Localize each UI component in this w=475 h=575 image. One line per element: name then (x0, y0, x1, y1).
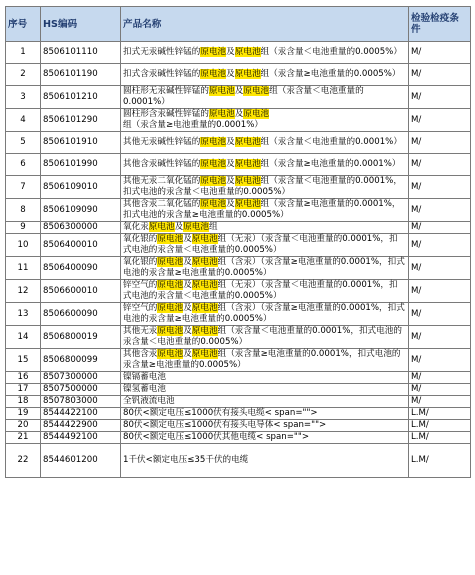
row-seq: 10 (6, 234, 41, 257)
row-seq: 22 (6, 444, 41, 478)
row-hs-code: 8506101910 (41, 132, 121, 154)
row-hs-code: 8544492100 (41, 432, 121, 444)
row-inspection-condition: M/ (409, 326, 471, 349)
header-inspection-condition: 检验检疫条件 (409, 7, 471, 42)
row-product-name: 80伏<额定电压≤1000伏有接头电缆< span=""> (121, 408, 409, 420)
row-product-name: 其他无汞碱性锌锰的原电池及原电池组（汞含量＜电池重量的0.0001%） (121, 132, 409, 154)
row-product-name: 锌空气的原电池及原电池组（含汞）（汞含量≥电池重量的0.0001%，扣式电池的汞含量≥电池重量的0.0005%） (121, 303, 409, 326)
highlighted-term: 原电池 (208, 86, 235, 96)
highlighted-term: 原电池 (234, 199, 261, 209)
row-inspection-condition: M/ (409, 384, 471, 396)
table-row (6, 109, 471, 132)
row-product-name: 其他无汞原电池及原电池组（汞含量＜电池重量的0.0001%，扣式电池的汞含量＜电池重量的0.0005%） (121, 326, 409, 349)
row-seq: 7 (6, 176, 41, 199)
row-hs-code: 8506800099 (41, 349, 121, 372)
row-inspection-condition: M/ (409, 132, 471, 154)
highlighted-term: 原电池 (191, 257, 218, 267)
row-hs-code: 8507500000 (41, 384, 121, 396)
row-product-name: 其他含汞碱性锌锰的原电池及原电池组（汞含量≥电池重量的0.0001%） (121, 154, 409, 176)
highlighted-term: 原电池 (200, 199, 227, 209)
highlighted-term: 原电池 (200, 159, 227, 169)
highlighted-term: 原电池 (157, 326, 184, 336)
row-hs-code: 8544601200 (41, 444, 121, 478)
row-hs-code: 8506800019 (41, 326, 121, 349)
highlighted-term: 原电池 (157, 349, 184, 359)
table-row (6, 154, 471, 176)
row-seq: 21 (6, 432, 41, 444)
highlighted-term: 原电池 (200, 176, 227, 186)
table-row (6, 408, 471, 420)
row-seq: 1 (6, 42, 41, 64)
row-seq: 5 (6, 132, 41, 154)
table-row (6, 420, 471, 432)
row-seq: 2 (6, 64, 41, 86)
table-row (6, 280, 471, 303)
row-hs-code: 8544422100 (41, 408, 121, 420)
row-inspection-condition: M/ (409, 176, 471, 199)
row-seq: 16 (6, 372, 41, 384)
row-inspection-condition: L.M/ (409, 444, 471, 478)
row-hs-code: 8507300000 (41, 372, 121, 384)
row-seq: 6 (6, 154, 41, 176)
highlighted-term: 原电池 (234, 47, 261, 57)
highlighted-term: 原电池 (148, 222, 175, 232)
highlighted-term: 原电池 (200, 137, 227, 147)
row-hs-code: 8544422900 (41, 420, 121, 432)
row-seq: 13 (6, 303, 41, 326)
row-seq: 8 (6, 199, 41, 222)
highlighted-term: 原电池 (191, 326, 218, 336)
highlighted-term: 原电池 (200, 69, 227, 79)
table-row (6, 199, 471, 222)
row-hs-code: 8506101110 (41, 42, 121, 64)
header-row (6, 7, 471, 42)
row-hs-code: 8507803000 (41, 396, 121, 408)
row-product-name: 其他含汞原电池及原电池组（汞含量≥电池重量的0.0001%，扣式电池的汞含量≥电池重量的0.0005%） (121, 349, 409, 372)
table-row (6, 372, 471, 384)
table-row (6, 303, 471, 326)
row-seq: 11 (6, 257, 41, 280)
row-inspection-condition: L.M/ (409, 420, 471, 432)
highlighted-term: 原电池 (243, 109, 270, 119)
row-inspection-condition: M/ (409, 109, 471, 132)
row-hs-code: 8506101210 (41, 86, 121, 109)
highlighted-term: 原电池 (191, 349, 218, 359)
row-seq: 19 (6, 408, 41, 420)
highlighted-term: 原电池 (234, 159, 261, 169)
row-product-name: 镍氢蓄电池 (121, 384, 409, 396)
row-product-name: 圆柱形含汞碱性锌锰的原电池及原电池组（汞含量≥电池重量的0.0001%） (121, 109, 409, 132)
row-product-name: 镍镉蓄电池 (121, 372, 409, 384)
product-table (5, 6, 471, 478)
row-product-name: 圆柱形无汞碱性锌锰的原电池及原电池组（汞含量＜电池重量的0.0001%） (121, 86, 409, 109)
row-hs-code: 8506101290 (41, 109, 121, 132)
table-row (6, 234, 471, 257)
table-row (6, 396, 471, 408)
highlighted-term: 原电池 (191, 303, 218, 313)
row-hs-code: 8506600010 (41, 280, 121, 303)
highlighted-term: 原电池 (243, 86, 270, 96)
row-inspection-condition: M/ (409, 280, 471, 303)
row-product-name: 80伏<额定电压≤1000伏有接头电导体< span=""> (121, 420, 409, 432)
row-product-name: 锌空气的原电池及原电池组（无汞）（汞含量＜电池重量的0.0001%，扣式电池的汞含量＜电池重量的0.0005%） (121, 280, 409, 303)
header-hs-code: HS编码 (41, 7, 121, 42)
row-product-name: 氧化银的原电池及原电池组（含汞）（汞含量≥电池重量的0.0001%，扣式电池的汞含量≥电池重量的0.0005%） (121, 257, 409, 280)
highlighted-term: 原电池 (157, 303, 184, 313)
highlighted-term: 原电池 (234, 176, 261, 186)
row-hs-code: 8506109010 (41, 176, 121, 199)
row-seq: 3 (6, 86, 41, 109)
row-inspection-condition: M/ (409, 199, 471, 222)
row-seq: 17 (6, 384, 41, 396)
highlighted-term: 原电池 (157, 280, 184, 290)
row-inspection-condition: L.M/ (409, 408, 471, 420)
row-seq: 4 (6, 109, 41, 132)
row-seq: 14 (6, 326, 41, 349)
row-product-name: 扣式含汞碱性锌锰的原电池及原电池组（汞含量≥电池重量的0.0005%） (121, 64, 409, 86)
highlighted-term: 原电池 (208, 109, 235, 119)
table-row (6, 384, 471, 396)
row-product-name: 其他含汞二氧化锰的原电池及原电池组（汞含量≥电池重量的0.0001%，扣式电池的汞含量≥电池重量的0.0005%） (121, 199, 409, 222)
row-inspection-condition: M/ (409, 154, 471, 176)
header-seq: 序号 (6, 7, 41, 42)
row-inspection-condition: L.M/ (409, 432, 471, 444)
row-hs-code: 8506400090 (41, 257, 121, 280)
header-product-name: 产品名称 (121, 7, 409, 42)
row-seq: 9 (6, 222, 41, 234)
row-inspection-condition: M/ (409, 396, 471, 408)
row-seq: 20 (6, 420, 41, 432)
table-row (6, 444, 471, 478)
row-hs-code: 8506101990 (41, 154, 121, 176)
row-hs-code: 8506109090 (41, 199, 121, 222)
row-product-name: 扣式无汞碱性锌锰的原电池及原电池组（汞含量＜电池重量的0.0005%） (121, 42, 409, 64)
highlighted-term: 原电池 (200, 47, 227, 57)
row-seq: 12 (6, 280, 41, 303)
row-product-name: 氧化银的原电池及原电池组（无汞）（汞含量＜电池重量的0.0001%，扣式电池的汞含量＜电池重量的0.0005%） (121, 234, 409, 257)
highlighted-term: 原电池 (234, 69, 261, 79)
row-inspection-condition: M/ (409, 349, 471, 372)
row-inspection-condition: M/ (409, 234, 471, 257)
row-inspection-condition: M/ (409, 257, 471, 280)
table-row (6, 42, 471, 64)
row-product-name: 1千伏<额定电压≤35千伏的电缆 (121, 444, 409, 478)
table-row (6, 64, 471, 86)
table-row (6, 176, 471, 199)
highlighted-term: 原电池 (191, 234, 218, 244)
row-product-name: 80伏<额定电压≤1000伏其他电缆< span=""> (121, 432, 409, 444)
highlighted-term: 原电池 (183, 222, 209, 232)
highlighted-term: 原电池 (157, 257, 184, 267)
table-row (6, 132, 471, 154)
table-row (6, 86, 471, 109)
row-inspection-condition: M/ (409, 303, 471, 326)
row-hs-code: 8506300000 (41, 222, 121, 234)
row-product-name: 氧化汞原电池及原电池组 (121, 222, 409, 234)
table-row (6, 222, 471, 234)
row-hs-code: 8506600090 (41, 303, 121, 326)
table-row (6, 257, 471, 280)
table-row (6, 432, 471, 444)
row-hs-code: 8506101190 (41, 64, 121, 86)
table-row (6, 349, 471, 372)
row-inspection-condition: M/ (409, 372, 471, 384)
row-seq: 15 (6, 349, 41, 372)
row-inspection-condition: M/ (409, 86, 471, 109)
highlighted-term: 原电池 (191, 280, 218, 290)
highlighted-term: 原电池 (157, 234, 184, 244)
highlighted-term: 原电池 (234, 137, 261, 147)
row-product-name: 其他无汞二氧化锰的原电池及原电池组（汞含量＜电池重量的0.0001%，扣式电池的汞含量＜电池重量的0.0005%） (121, 176, 409, 199)
row-inspection-condition: M/ (409, 222, 471, 234)
row-inspection-condition: M/ (409, 64, 471, 86)
row-hs-code: 8506400010 (41, 234, 121, 257)
table-row (6, 326, 471, 349)
row-inspection-condition: M/ (409, 42, 471, 64)
row-product-name: 全钒液流电池 (121, 396, 409, 408)
row-seq: 18 (6, 396, 41, 408)
